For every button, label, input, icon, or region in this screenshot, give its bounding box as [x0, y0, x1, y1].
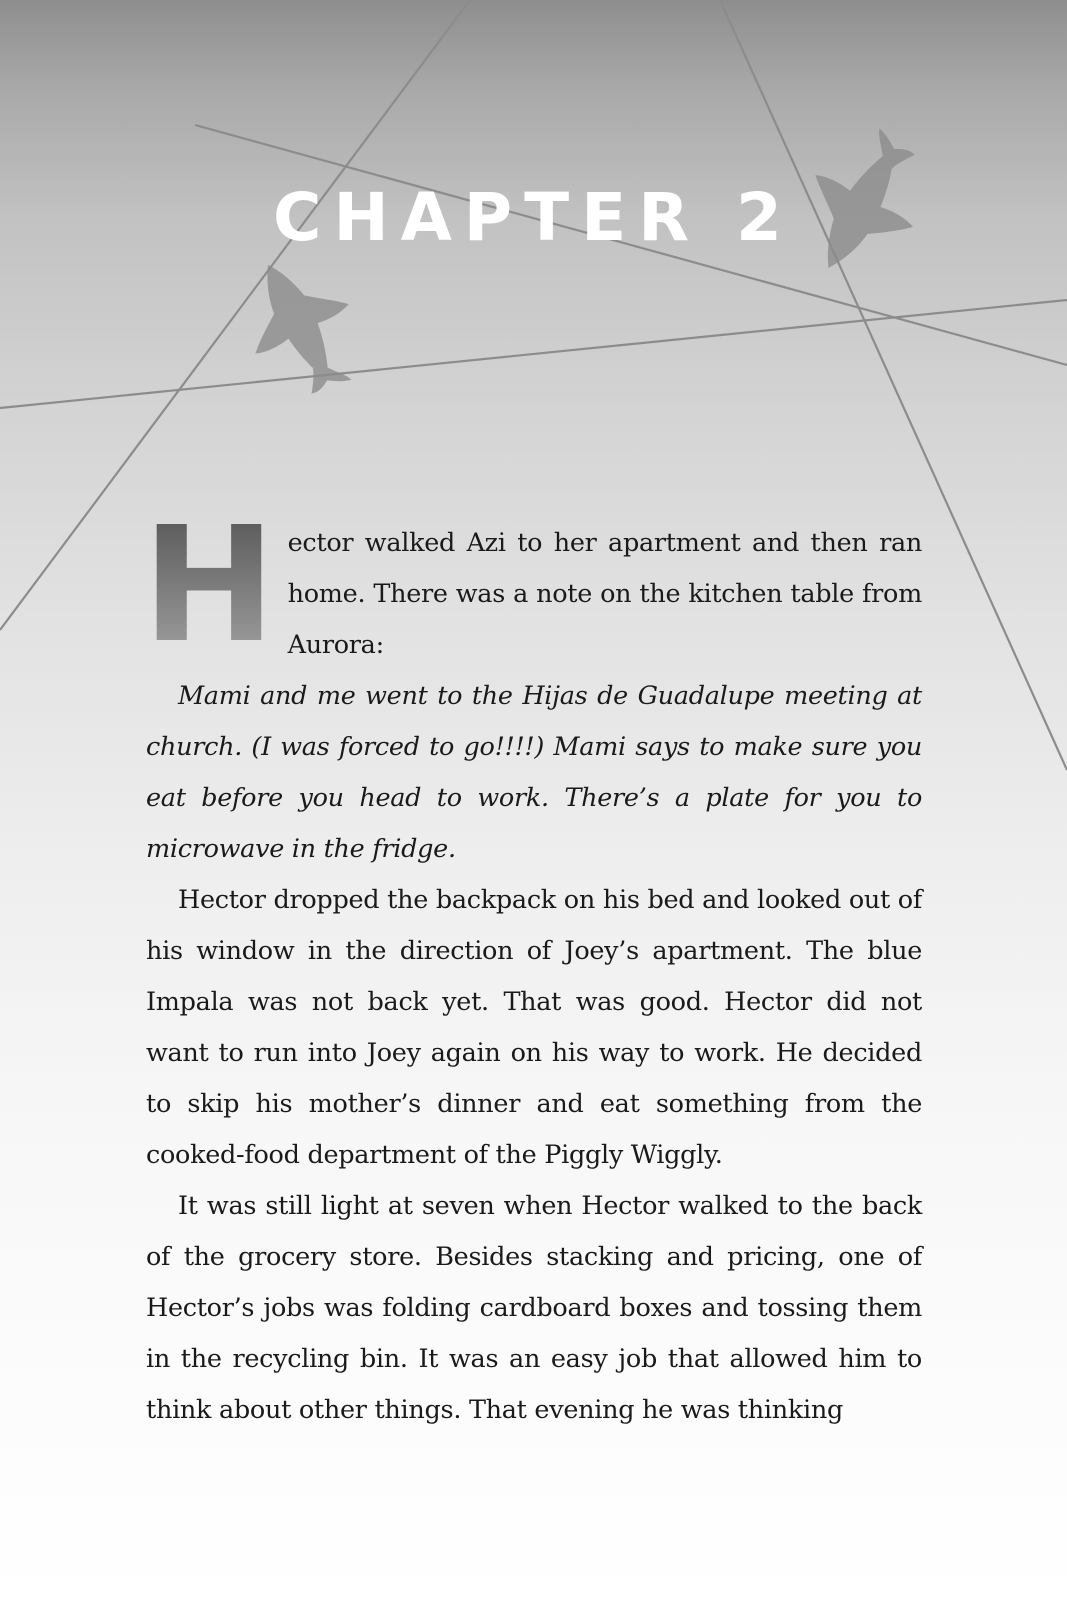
chapter-title: CHAPTER 2	[273, 179, 794, 256]
note-text: Mami and me went to the Hijas de Guadalupe meeting at church. (I was forced to go!!!!) Mami says to make sure you eat before you head to work. There’s a plate for you to microwave in the fridge.	[146, 681, 922, 864]
paragraph	[142, 491, 922, 678]
paragraph-text: ector walked Azi to her apartment and then ran home. There was a note on the kitchen table from Aurora:	[287, 528, 922, 660]
drop-cap: H	[142, 491, 276, 678]
bird-silhouette-icon	[221, 240, 380, 414]
power-line	[0, 300, 1067, 408]
chapter-body	[142, 491, 922, 1436]
paragraph: Hector dropped the backpack on his bed and looked out of his window in the direction of Joey’s apartment. The blue Impala was not back yet. That was good. Hector did not want to run into Joey again on his way to work. He decided to skip his mother’s dinner and eat something from the cooked-food department of the Piggly Wiggly.	[146, 885, 922, 1170]
paragraph: It was still light at seven when Hector walked to the back of the grocery store. Besides stacking and pricing, one of Hector’s jobs was folding cardboard boxes and tossing them in the recycling bin. It was an easy job that allowed him to think about other things. That evening he was thinking	[146, 1191, 922, 1425]
